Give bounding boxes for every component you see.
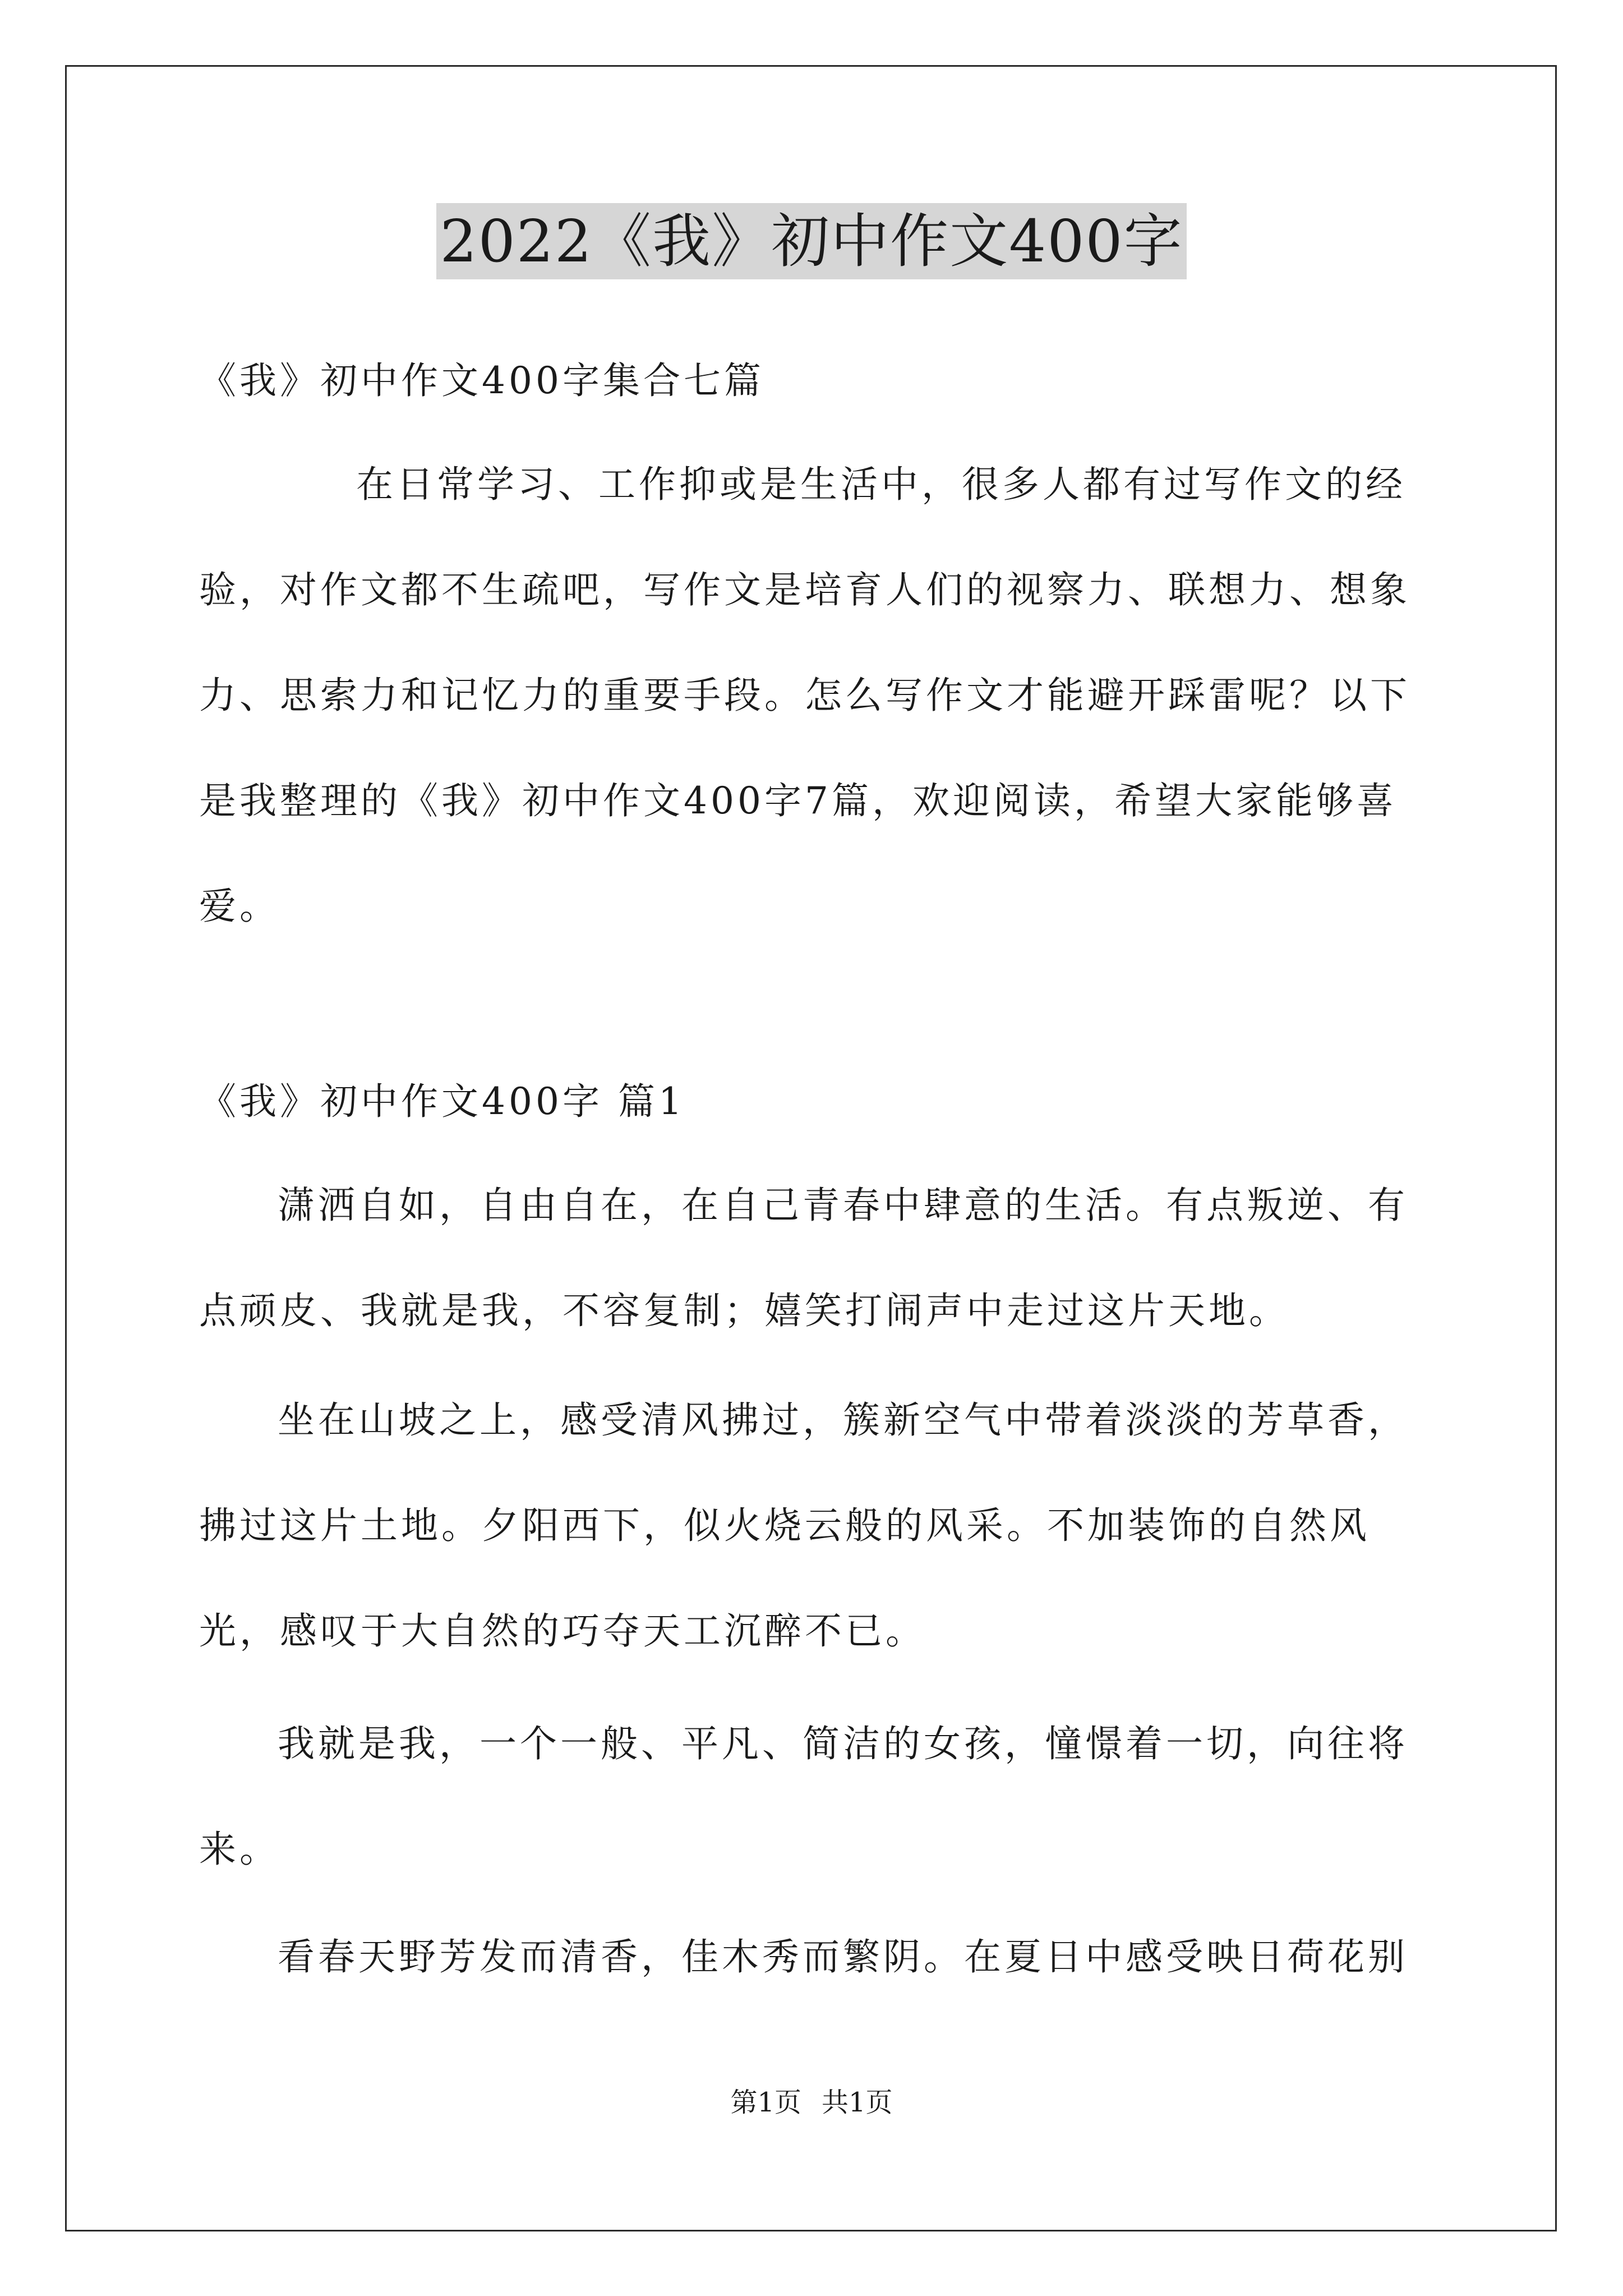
essay-paragraph-1: 潇洒自如，自由自在，在自己青春中肆意的生活。有点叛逆、有点顽皮、我就是我，不容复制；嬉笑打闹声中走过这片天地。 [199, 1184, 1408, 1332]
essay-paragraph-3: 我就是我，一个一般、平凡、简洁的女孩，憧憬着一切，向往将来。 [199, 1722, 1408, 1871]
page-number: 第1页 [730, 2087, 801, 2118]
title-container [0, 203, 1623, 279]
page-footer [0, 2086, 1623, 2119]
document-subtitle: 《我》初中作文400字集合七篇 [199, 359, 764, 402]
document-title: 2022《我》初中作文400字 [436, 203, 1186, 279]
essay-paragraph-2: 坐在山坡之上，感受清风拂过，簇新空气中带着淡淡的芳草香，拂过这片土地。夕阳西下，似火烧云般的风采。不加装饰的自然风光，感叹于大自然的巧夺天工沉醉不已。 [199, 1398, 1408, 1653]
intro-paragraph: 在日常学习、工作抑或是生活中，很多人都有过写作文的经验，对作文都不生疏吧，写作文是培育人们的视察力、联想力、想象力、思索力和记忆力的重要手段。怎么写作文才能避开踩雷呢？以下是我整理的《我》初中作文400字7篇，欢迎阅读，希望大家能够喜爱。 [199, 463, 1410, 928]
section-heading: 《我》初中作文400字 篇1 [199, 1080, 685, 1123]
essay-paragraph-4: 看春天野芳发而清香，佳木秀而繁阴。在夏日中感受映日荷花别 [278, 1935, 1408, 1978]
page-total: 共1页 [822, 2087, 893, 2118]
